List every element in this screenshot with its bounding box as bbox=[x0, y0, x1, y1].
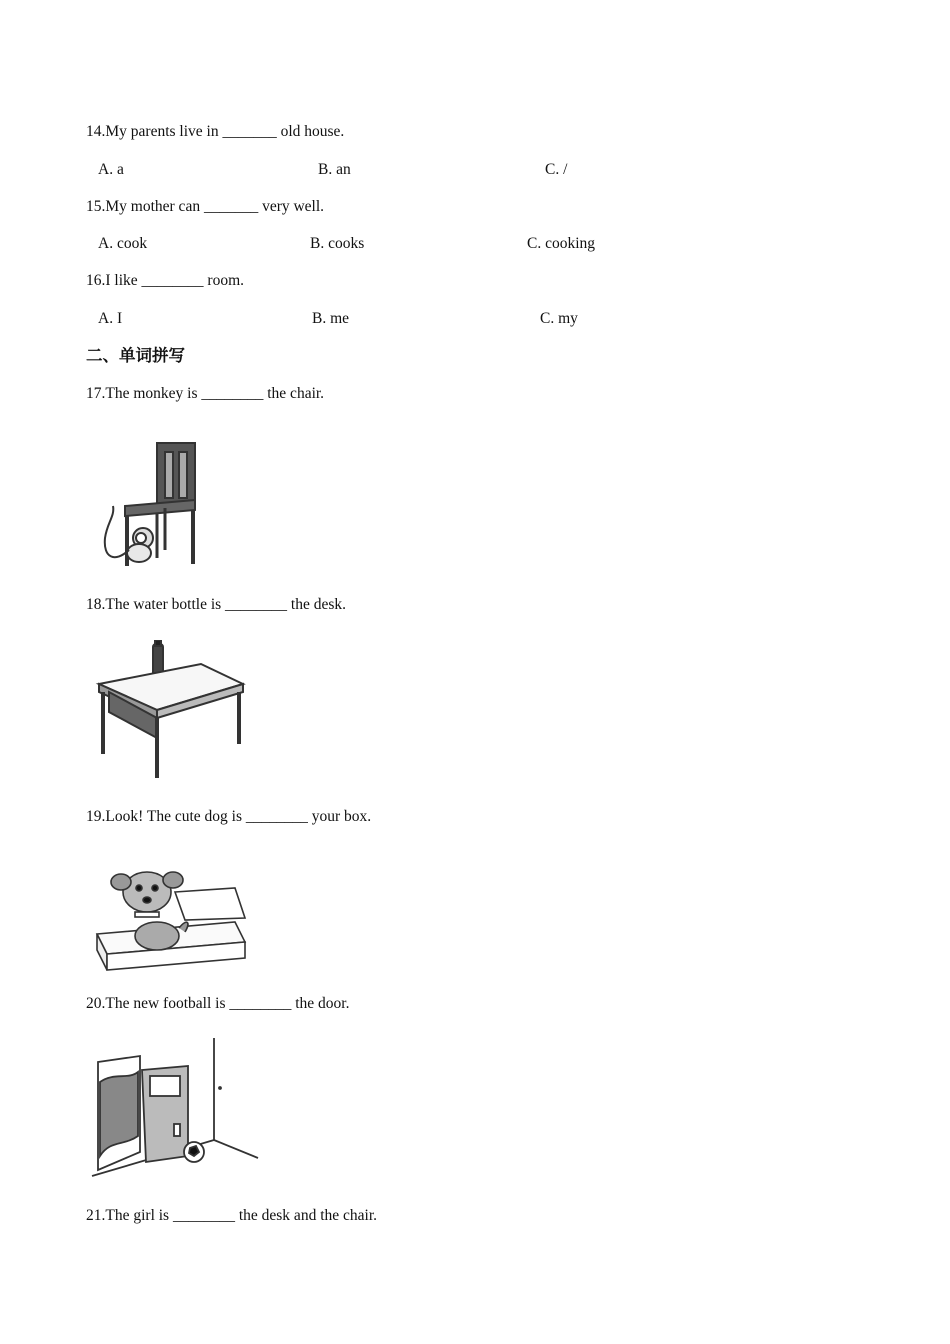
dog-in-box-image bbox=[95, 858, 250, 974]
football-behind-door-image bbox=[88, 1036, 260, 1180]
question-17: 17.The monkey is ________ the chair. bbox=[86, 385, 325, 402]
q16-option-b: B. me bbox=[312, 310, 350, 327]
question-21: 21.The girl is ________ the desk and the chair. bbox=[86, 1207, 377, 1224]
question-14: 14.My parents live in _______ old house. bbox=[86, 123, 345, 140]
question-19: 19.Look! The cute dog is ________ your box. bbox=[86, 808, 372, 825]
q14-option-a: A. a bbox=[98, 161, 124, 178]
q15-option-a: A. cook bbox=[98, 235, 148, 252]
bottle-on-desk-image bbox=[95, 640, 250, 782]
question-18: 18.The water bottle is ________ the desk. bbox=[86, 596, 347, 613]
q15-option-c: C. cooking bbox=[527, 235, 596, 252]
q16-option-a: A. I bbox=[98, 310, 123, 327]
q16-option-c: C. my bbox=[540, 310, 578, 327]
question-16: 16.I like ________ room. bbox=[86, 272, 244, 289]
question-15: 15.My mother can _______ very well. bbox=[86, 198, 325, 215]
q14-option-c: C. / bbox=[545, 161, 568, 178]
q14-option-b: B. an bbox=[318, 161, 351, 178]
section-heading: 二、单词拼写 bbox=[86, 346, 185, 365]
monkey-under-chair-image bbox=[95, 438, 205, 573]
question-20: 20.The new football is ________ the door. bbox=[86, 995, 350, 1012]
q15-option-b: B. cooks bbox=[310, 235, 365, 252]
